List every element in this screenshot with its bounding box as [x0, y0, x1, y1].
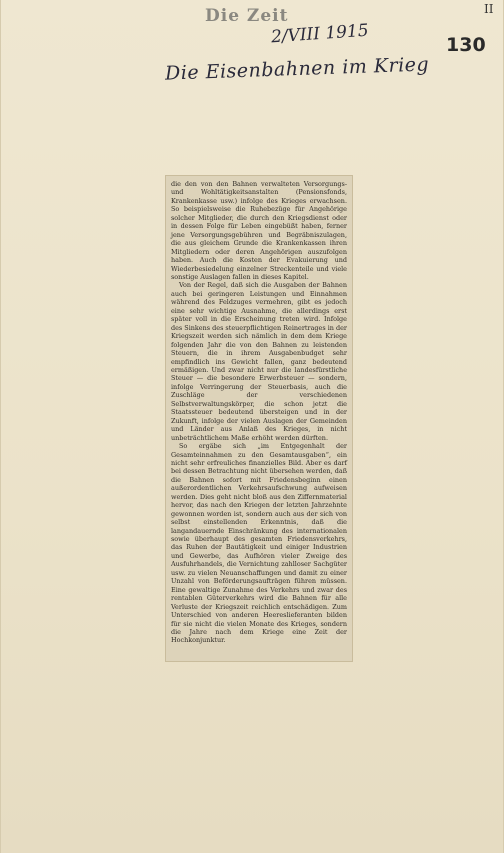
page-number: 130 — [446, 34, 486, 56]
clipping-paragraph-3: So ergäbe sich „im Entgegenhalt der Gesamteinnahmen zu den Gesamtausgaben“, ein nicht sehr erfreuliches finanzielles Bild. Aber es darf bei dessen Betrachtung nicht übersehen werden, daß die Bahnen sofort mit Friedensbeginn einen außerordentlichen Verkehrsaufschwung aufweisen werden. Dies geht nicht bloß aus den Ziffernmaterial hervor, das nach den Kriegen der letzten Jahrzehnte gewonnen worden ist, sondern auch aus der sich von selbst einstellenden Erkenntnis, daß die langandauernde Einschränkung des internationalen sowie überhaupt des gesamten Friedensverkehrs, das Ruhen der Bautätigkeit und einiger Industrien und Gewerbe, das Aufhören vieler Zweige des Ausfuhrhandels, die Vernichtung zahlloser Sachgüter usw. zu vielen Neuanschaffungen und damit zu einer Unzahl von Beförderungsaufträgen führen müssen. Eine gewaltige Zunahme des Verkehrs und zwar des rentablen Güterverkehrs wird die Bahnen für alle Verluste der Kriegszeit reichlich entschädigen. Zum Unterschied von anderen Heereslieferanten bilden für sie nicht die vielen Monate des Krieges, sondern die Jahre nach dem Kriege eine Zeit der Hochkonjunktur. — [171, 442, 347, 645]
roman-numeral: II — [484, 2, 494, 16]
page-edge-left — [0, 0, 1, 853]
newspaper-name-stamp: Die Zeit — [205, 6, 289, 26]
clipping-paragraph-1: die den von den Bahnen verwalteten Versorgungs- und Wohltätigkeitsanstalten (Pensionsfonds, Krankenkasse usw.) infolge des Krieges erwachsen. So beispielsweise die Ruhebezüge für Angehörige solcher Mitglieder, die durch den Kriegsdienst oder in dessen Folge für Leben eingebüßt haben, ferner jene Versorgungsgebühren und Begräbniszulagen, die aus gleichem Grunde die Krankenkassen ihren Mitgliedern oder deren Angehörigen auszufolgen haben. Auch die Kosten der Evakuierung und Wiederbesiedelung einzelner Streckenteile und viele sonstige Auslagen fallen in dieses Kapitel. — [171, 180, 347, 281]
clipping-text — [171, 180, 347, 645]
handwritten-date: 2/VIII 1915 — [270, 20, 370, 48]
clipping-paragraph-2: Von der Regel, daß sich die Ausgaben der Bahnen auch bei geringeren Leistungen und Einnahmen während des Feldzuges vermehren, gibt es jedoch eine sehr wichtige Ausnahme, die allerdings erst später voll in die Erscheinung treten wird. Infolge des Sinkens des steuerpflichtigen Reinertrages in der Kriegszeit werden sich nämlich in dem dem Kriege folgenden Jahr die von den Bahnen zu leistenden Steuern, die in ihrem Ausgabenbudget sehr empfindlich ins Gewicht fallen, ganz bedeutend ermäßigen. Und zwar nicht nur die landesfürstliche Steuer — die besondere Erwerbsteuer — sondern, infolge Verringerung der Steuerbasis, auch die Zuschläge der verschiedenen Selbstverwaltungskörper, die schon jetzt die Staatssteuer bedeutend übersteigen und in der Zukunft, infolge der vielen Auslagen der Gemeinden und Länder aus Anlaß des Krieges, in nicht unbeträchtlichem Maße erhöht werden dürften. — [171, 281, 347, 442]
newspaper-clipping — [166, 176, 352, 661]
handwritten-title: Die Eisenbahnen im Krieg — [164, 53, 430, 85]
